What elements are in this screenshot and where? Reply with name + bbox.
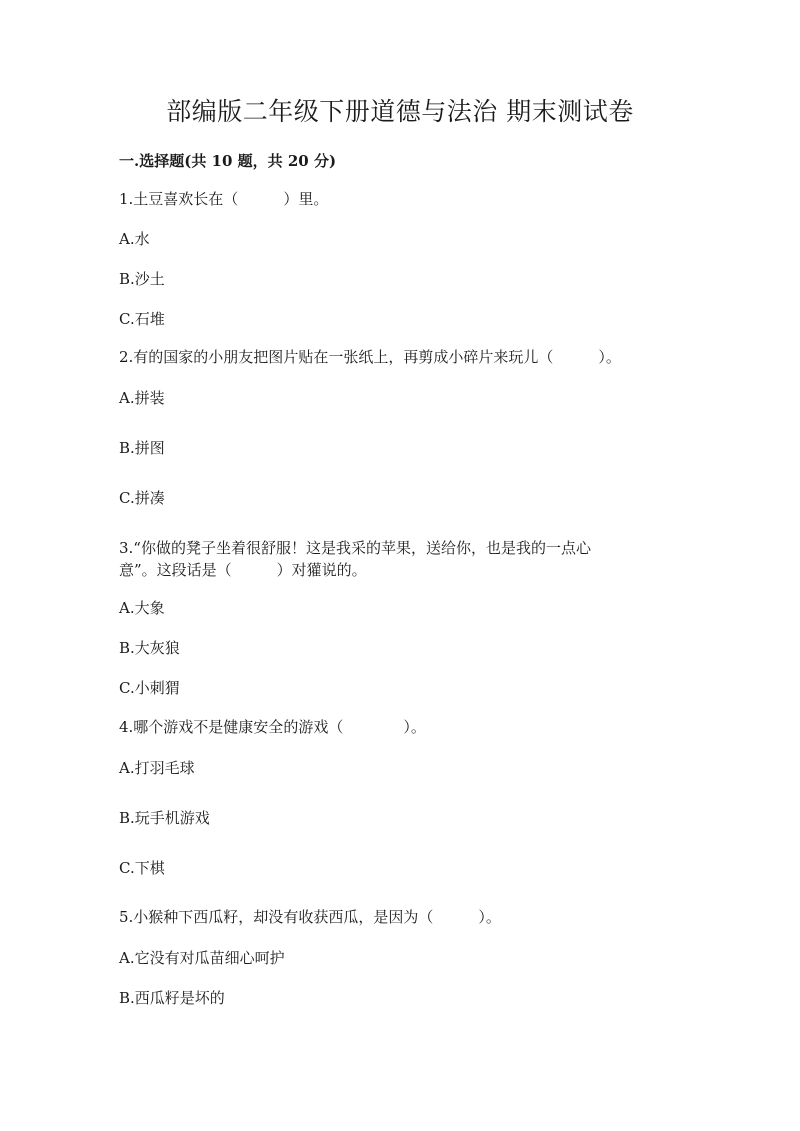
question-2-option-b: B.拼图 xyxy=(119,439,165,457)
question-3-option-b: B.大灰狼 xyxy=(119,639,180,657)
question-3-option-c: C.小刺猬 xyxy=(119,679,180,697)
section-heading: 一.选择题(共 10 题，共 20 分) xyxy=(119,152,337,170)
question-1-option-b: B.沙土 xyxy=(119,270,165,288)
question-4-stem: 4.哪个游戏不是健康安全的游戏（ ）。 xyxy=(119,718,426,736)
question-2-option-a: A.拼装 xyxy=(119,389,165,407)
question-1-stem: 1.土豆喜欢长在（ ）里。 xyxy=(119,190,329,208)
question-3-stem-line-1: 3.“你做的凳子坐着很舒服！这是我采的苹果，送给你，也是我的一点心 xyxy=(119,539,591,557)
page-title: 部编版二年级下册道德与法治 期末测试卷 xyxy=(166,97,634,126)
question-4-option-a: A.打羽毛球 xyxy=(119,759,195,777)
question-2-stem: 2.有的国家的小朋友把图片贴在一张纸上，再剪成小碎片来玩儿（ ）。 xyxy=(119,348,621,366)
question-1-option-c: C.石堆 xyxy=(119,310,165,328)
question-3-stem-line-2: 意”。这段话是（ ）对獾说的。 xyxy=(119,561,367,579)
question-3-option-a: A.大象 xyxy=(119,599,165,617)
question-5-option-b: B.西瓜籽是坏的 xyxy=(119,989,225,1007)
question-5-option-a: A.它没有对瓜苗细心呵护 xyxy=(119,949,285,967)
question-2-option-c: C.拼凑 xyxy=(119,489,165,507)
question-4-option-c: C.下棋 xyxy=(119,859,165,877)
question-1-option-a: A.水 xyxy=(119,230,150,248)
question-4-option-b: B.玩手机游戏 xyxy=(119,809,210,827)
question-5-stem: 5.小猴种下西瓜籽，却没有收获西瓜，是因为（ ）。 xyxy=(119,908,501,926)
